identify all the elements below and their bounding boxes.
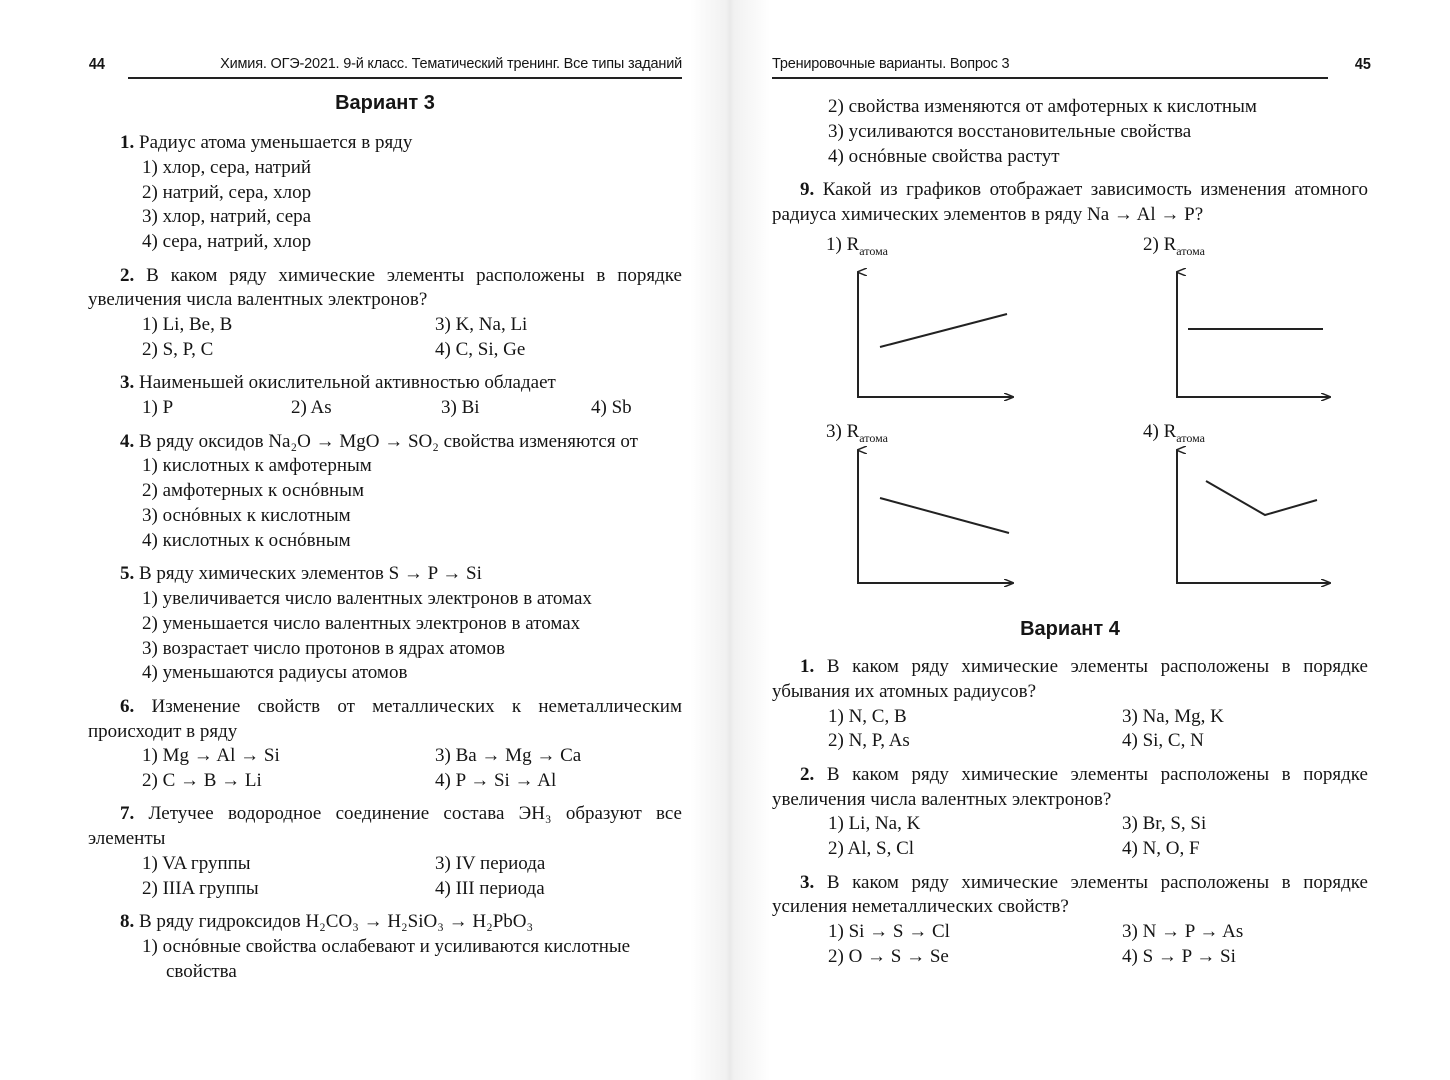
graph-label-text: 2) R [1143,234,1177,255]
option: 4) C, Si, Ge [435,338,526,360]
question-number: 1. [800,656,815,677]
option: 3) хлор, натрий, сера [142,206,312,228]
question-text: Наименьшей окислительной активностью обладает [139,372,556,394]
question-number: 7. [120,803,135,825]
option: 4) кислотных к оснóвным [142,529,351,551]
option-continuation: свойства [166,960,237,982]
question-text: В каком ряду химические элементы расположены в порядке убывания их атомных радиусов? [772,656,1368,702]
option: 2) Al, S, Cl [828,838,915,860]
option: 1) кислотных к амфотерным [142,455,372,477]
option: 4) сера, натрий, хлор [142,231,312,253]
question-7 [88,802,682,901]
question-text: В каком ряду химические элементы расположены в порядке увеличения числа валентных электронов? [772,763,1368,810]
left-page [88,0,682,1080]
question-text: В ряду гидроксидов H₂CO₃ → H₂SiO₃ → H₂PbO₃ [139,911,534,933]
question-1 [772,655,1368,754]
graph-label-sub: атома [1176,244,1205,258]
right-page [772,0,1372,1080]
option: 3) K, Na, Li [435,314,528,336]
option: 3) возрастает число протонов в ядрах атомов [142,637,505,659]
page-number: 45 [1355,56,1372,73]
option: 2) N, P, As [828,730,910,752]
graphs [772,0,1368,600]
question-number: 2. [800,763,815,785]
variant-title: Вариант 3 [335,92,435,114]
graph-3-axes [858,450,1013,583]
question-number: 1. [120,132,135,153]
option: 2) уменьшается число валентных электронов в атомах [142,612,581,634]
graph-2 [1177,272,1330,397]
question-number: 8. [120,911,135,933]
option: 1) N, C, B [828,705,907,727]
option: 2) As [291,397,332,419]
option: 2) свойства изменяются от амфотерных к кислотным [828,96,1257,117]
graph-label-sub: атома [1176,431,1205,445]
graph-label-sub: атома [859,244,888,258]
question-4 [88,430,682,554]
option: 1) хлор, сера, натрий [142,156,312,178]
option: 1) Mg → Al → Si [142,745,280,767]
option: 3) Ba → Mg → Ca [435,745,582,767]
question-text: В ряду оксидов Na₂O → MgO → SO₂ свойства изменяются от [139,430,638,452]
option: 4) Si, C, N [1122,730,1204,752]
header-rule [128,77,682,79]
option: 4) Sb [591,397,632,419]
option: 3) Bi [441,397,480,419]
option: 1) Li, Na, K [828,813,921,835]
option: 3) усиливаются восстановительные свойства [828,120,1192,142]
question-number: 4. [120,430,135,452]
question-text: Летучее водородное соединение состава ЭН₃ образуют все элементы [88,803,682,850]
option: 1) Li, Be, B [142,314,233,336]
question-text: Радиус атома уменьшается в ряду [139,132,413,153]
running-header: Химия. ОГЭ-2021. 9-й класс. Тематический тренинг. Все типы заданий [220,56,682,72]
question-2 [772,763,1368,862]
question-text: Изменение свойств от металлических к неметаллическим происходит в ряду [88,695,682,742]
option: 2) C → B → Li [142,770,262,792]
question-number: 9. [800,178,815,200]
question-number: 2. [120,264,135,286]
graph-4-line [1206,481,1317,515]
option: 3) Na, Mg, K [1122,705,1224,727]
option: 4) P → Si → Al [435,770,557,792]
question-number: 3. [120,372,135,394]
option: 2) натрий, сера, хлор [142,181,312,203]
question-8 [88,910,682,984]
option: 4) S → P → Si [1122,945,1236,967]
option: 4) оснóвные свойства растут [828,145,1060,167]
option: 1) оснóвные свойства ослабевают и усиливаются кислотные [142,936,631,958]
graph-1 [858,272,1013,397]
option: 1) увеличивается число валентных электронов в атомах [142,587,592,609]
question-3 [88,371,682,421]
question-2 [88,264,682,363]
option: 2) амфотерных к оснóвным [142,480,364,502]
option: 2) O → S → Se [828,945,949,967]
option: 1) P [142,397,174,419]
graph-label-text: 3) R [826,421,860,442]
question-text: В каком ряду химические элементы расположены в порядке усиления неметаллических свойств? [772,871,1368,918]
question-6 [88,695,682,794]
graph-2-axes [1177,272,1330,397]
question-text: Какой из графиков отображает зависимость изменения атомного радиуса химических элементов в ряду Na → Al → P? [772,178,1368,225]
question-3 [772,871,1368,970]
graph-4-axes [1177,450,1330,583]
questions-variant-4 [772,655,1368,970]
question-text: В каком ряду химические элементы расположены в порядке увеличения числа валентных электронов? [88,264,682,311]
option: 3) N → P → As [1122,921,1244,943]
question-number: 3. [800,871,815,893]
option: 1) Si → S → Cl [828,921,950,943]
question-text: В ряду химических элементов S → P → Si [139,563,482,585]
option: 1) VA группы [142,853,251,875]
graph-label-text: 4) R [1143,421,1177,442]
graph-3 [858,450,1013,583]
graph-1-axes [858,272,1013,397]
option: 3) IV периода [435,853,546,875]
graph-label-sub: атома [859,431,888,445]
question-number: 5. [120,563,135,585]
option: 3) оснóвных к кислотным [142,504,351,526]
book-gutter [690,0,770,1080]
option: 4) III периода [435,877,545,899]
graph-4 [1177,450,1330,583]
option: 3) Br, S, Si [1122,813,1207,835]
page-number: 44 [88,56,105,73]
option: 2) S, P, C [142,338,214,360]
question-number: 6. [120,695,135,717]
running-header: Тренировочные варианты. Вопрос 3 [772,56,1010,72]
graph-3-line [880,498,1009,533]
questions [88,131,682,985]
variant-title: Вариант 4 [1020,618,1120,640]
option: 4) N, O, F [1122,838,1200,860]
option: 4) уменьшаются радиусы атомов [142,662,408,684]
question-5 [88,562,682,686]
graph-1-line [880,314,1007,347]
graph-label-text: 1) R [826,234,860,255]
option: 2) IIIA группы [142,877,259,899]
question-1 [88,131,682,255]
